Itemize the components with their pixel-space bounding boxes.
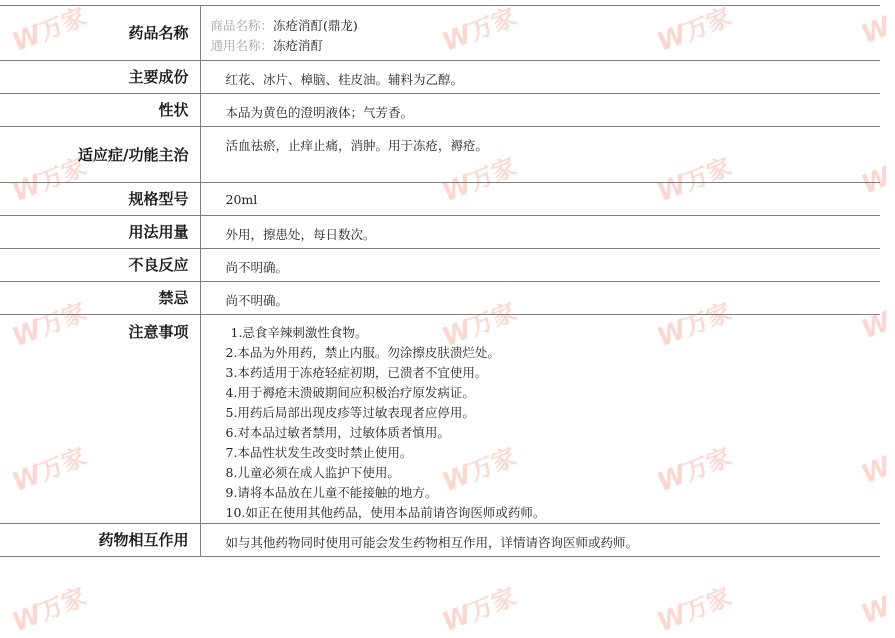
row-drug-name <box>0 6 880 61</box>
watermark-logo: W万家 <box>438 442 521 499</box>
trade-name-key: 商品名称： <box>210 18 274 33</box>
label-spec: 规格型号 <box>0 183 200 216</box>
row-precautions <box>0 315 880 524</box>
precaution-item: 2.本品为外用药，禁止内服。勿涂擦皮肤溃烂处。 <box>225 345 500 360</box>
value-drug-name <box>200 6 880 61</box>
row-contraindications <box>0 282 880 315</box>
label-drug-name: 药品名称 <box>0 6 200 61</box>
label-drug-interactions: 药物相互作用 <box>0 524 200 557</box>
value-dosage: 外用，擦患处，每日数次。 <box>200 216 880 249</box>
precaution-item: 8.儿童必须在成人监护下使用。 <box>225 465 400 480</box>
watermark-logo: W万家 <box>653 297 736 354</box>
watermark-logo: W万家 <box>8 152 91 209</box>
watermark-logo: W万家 <box>653 2 736 59</box>
precaution-item: 9.请将本品放在儿童不能接触的地方。 <box>225 485 438 500</box>
label-ingredients: 主要成份 <box>0 61 200 94</box>
value-precautions <box>200 315 880 524</box>
watermark-logo: W万家 <box>8 442 91 499</box>
watermark-logo: W <box>857 306 895 346</box>
value-adverse-reactions: 尚不明确。 <box>200 249 880 282</box>
trade-name-line <box>211 16 881 36</box>
value-ingredients: 红花、冰片、樟脑、桂皮油。辅料为乙醇。 <box>200 61 880 94</box>
trade-name-value: 冻疮消酊(鼎龙) <box>273 18 358 33</box>
generic-name-key: 通用名称： <box>210 38 274 53</box>
watermark-logo: W万家 <box>8 2 91 59</box>
watermark-logo: W万家 <box>438 2 521 59</box>
value-contraindications: 尚不明确。 <box>200 282 880 315</box>
label-indications: 适应症/功能主治 <box>0 127 200 183</box>
precaution-item: 3.本药适用于冻疮轻症初期，已溃者不宜使用。 <box>225 365 488 380</box>
row-ingredients <box>0 61 880 94</box>
precaution-item: 6.对本品过敏者禁用，过敏体质者慎用。 <box>225 425 450 440</box>
watermark-logo: W万家 <box>8 297 91 354</box>
label-appearance: 性状 <box>0 94 200 127</box>
value-drug-interactions: 如与其他药物同时使用可能会发生药物相互作用，详情请咨询医师或药师。 <box>200 524 880 557</box>
watermark-logo: W万家 <box>8 582 91 638</box>
drug-info-table <box>0 5 880 557</box>
generic-name-value: 冻疮消酊 <box>273 38 324 53</box>
value-appearance: 本品为黄色的澄明液体；气芳香。 <box>200 94 880 127</box>
row-dosage <box>0 216 880 249</box>
watermark-logo: W万家 <box>653 442 736 499</box>
watermark-logo: W万家 <box>438 297 521 354</box>
label-precautions: 注意事项 <box>0 315 200 524</box>
label-adverse-reactions: 不良反应 <box>0 249 200 282</box>
watermark-logo: W <box>857 591 895 631</box>
precaution-item: 1.忌食辛辣刺激性食物。 <box>230 325 368 340</box>
value-indications: 活血祛瘀，止痒止痛，消肿。用于冻疮，褥疮。 <box>200 127 880 183</box>
precaution-item: 10.如正在使用其他药品，使用本品前请咨询医师或药师。 <box>225 505 546 520</box>
watermark-logo: W <box>857 11 895 51</box>
label-contraindications: 禁忌 <box>0 282 200 315</box>
row-indications <box>0 127 880 183</box>
watermark-logo: W <box>857 161 895 201</box>
watermark-logo: W万家 <box>653 582 736 638</box>
row-spec <box>0 183 880 216</box>
precaution-item: 7.本品性状发生改变时禁止使用。 <box>225 445 413 460</box>
precaution-item: 5.用药后局部出现皮疹等过敏表现者应停用。 <box>225 405 475 420</box>
watermark-logo: W万家 <box>653 152 736 209</box>
watermark-logo: W万家 <box>438 152 521 209</box>
row-adverse-reactions <box>0 249 880 282</box>
precaution-item: 4.用于褥疮未溃破期间应积极治疗原发病证。 <box>225 385 475 400</box>
label-dosage: 用法用量 <box>0 216 200 249</box>
row-drug-interactions <box>0 524 880 557</box>
watermark-logo: W万家 <box>438 582 521 638</box>
row-appearance <box>0 94 880 127</box>
watermark-logo: W <box>857 451 895 491</box>
value-spec: 20ml <box>200 183 880 216</box>
generic-name-line <box>211 36 881 56</box>
